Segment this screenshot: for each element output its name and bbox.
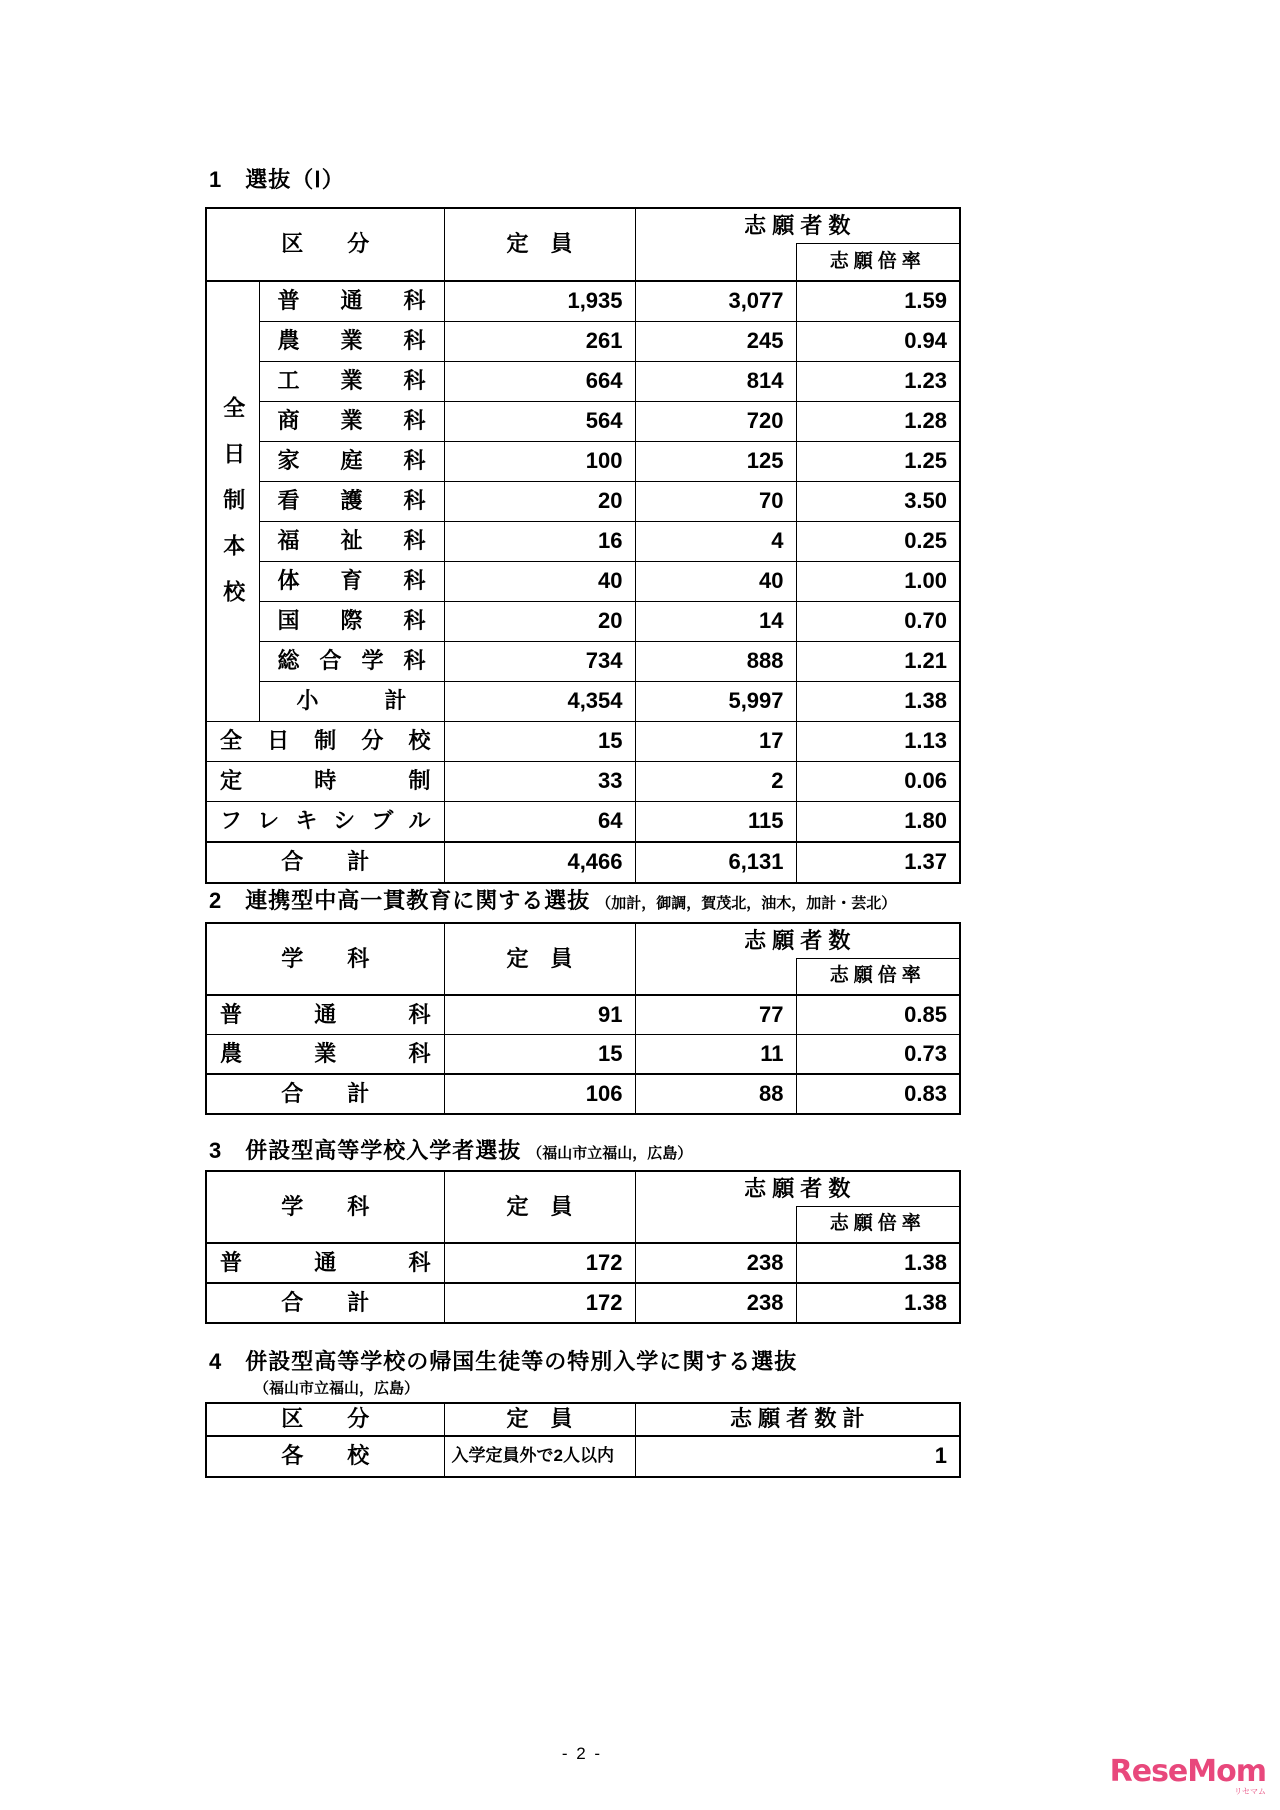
cell-capacity: 664 xyxy=(444,362,635,402)
col-header-ratio: 志願倍率 xyxy=(796,244,960,282)
cell-label: 普通科 xyxy=(206,995,444,1035)
cell-capacity: 106 xyxy=(444,1074,635,1114)
col-header-applicants: 志 願 者 数 xyxy=(635,923,960,959)
cell-ratio: 1.59 xyxy=(796,281,960,322)
cell-label: 合 計 xyxy=(206,842,444,883)
section1-title xyxy=(209,163,345,194)
table-row xyxy=(206,322,960,362)
cell-applicants: 77 xyxy=(635,995,796,1035)
cell-ratio: 1.37 xyxy=(796,842,960,883)
cell-label: 農業科 xyxy=(259,322,444,362)
cell-ratio: 1.25 xyxy=(796,442,960,482)
col-header-category: 区 分 xyxy=(206,208,444,281)
table-row xyxy=(206,602,960,642)
cell-label: 総合学科 xyxy=(259,642,444,682)
cell-applicants: 814 xyxy=(635,362,796,402)
cell-label: 合 計 xyxy=(206,1283,444,1323)
page-number: - 2 - xyxy=(561,1744,603,1763)
resemom-logo: ReseMom xyxy=(1109,1754,1266,1789)
col-header-capacity: 定 員 xyxy=(444,923,635,995)
cell-capacity: 734 xyxy=(444,642,635,682)
table-row xyxy=(206,562,960,602)
cell-capacity: 15 xyxy=(444,722,635,762)
col-header-capacity: 定 員 xyxy=(444,208,635,281)
cell-applicants: 238 xyxy=(635,1283,796,1323)
section3-title xyxy=(209,1134,692,1165)
cell-label: 福祉科 xyxy=(259,522,444,562)
table-header-row xyxy=(206,1403,960,1436)
cell-capacity: 261 xyxy=(444,322,635,362)
cell-applicants: 14 xyxy=(635,602,796,642)
table-row xyxy=(206,995,960,1035)
cell-ratio: 0.25 xyxy=(796,522,960,562)
cell-label: 各 校 xyxy=(206,1436,444,1477)
table-row xyxy=(206,281,960,322)
section3-title-note: （福山市立福山，広島） xyxy=(527,1145,693,1162)
cell-applicants: 17 xyxy=(635,722,796,762)
cell-label: 小 計 xyxy=(259,682,444,722)
cell-applicants: 40 xyxy=(635,562,796,602)
cell-label: 商業科 xyxy=(259,402,444,442)
cell-capacity: 4,466 xyxy=(444,842,635,883)
cell-applicants: 245 xyxy=(635,322,796,362)
cell-applicants: 3,077 xyxy=(635,281,796,322)
cell-label: 普通科 xyxy=(206,1243,444,1283)
group-cell-full-time-main-school xyxy=(206,281,259,722)
col-header-category: 学 科 xyxy=(206,923,444,995)
section4-title-note: （福山市立福山，広島） xyxy=(254,1380,420,1397)
cell-label: 国際科 xyxy=(259,602,444,642)
section2-title-text: 2 連携型中高一貫教育に関する選抜 xyxy=(209,888,591,913)
cell-ratio: 0.06 xyxy=(796,762,960,802)
table-header-row xyxy=(206,208,960,244)
cell-ratio: 1.38 xyxy=(796,682,960,722)
cell-applicants: 11 xyxy=(635,1035,796,1075)
cell-capacity: 172 xyxy=(444,1283,635,1323)
cell-applicants: 888 xyxy=(635,642,796,682)
cell-capacity: 20 xyxy=(444,602,635,642)
cell-applicants: 70 xyxy=(635,482,796,522)
cell-capacity: 564 xyxy=(444,402,635,442)
selection2-table xyxy=(205,922,961,1115)
cell-ratio: 0.85 xyxy=(796,995,960,1035)
cell-label: 定時制 xyxy=(206,762,444,802)
total-row xyxy=(206,842,960,883)
selection3-table xyxy=(205,1170,961,1324)
subtotal-row xyxy=(206,682,960,722)
table-row xyxy=(206,1436,960,1477)
resemom-watermark xyxy=(1109,1754,1266,1796)
cell-capacity: 16 xyxy=(444,522,635,562)
cell-applicants: 4 xyxy=(635,522,796,562)
cell-capacity: 33 xyxy=(444,762,635,802)
cell-ratio: 1.28 xyxy=(796,402,960,442)
cell-capacity: 40 xyxy=(444,562,635,602)
section1-title-text: 1 選抜（Ⅰ） xyxy=(209,167,345,192)
col-header-applicants-spacer xyxy=(635,1207,796,1244)
cell-applicant-total: 1 xyxy=(635,1436,960,1477)
cell-applicants: 238 xyxy=(635,1243,796,1283)
col-header-applicants: 志 願 者 数 xyxy=(635,208,960,244)
cell-ratio: 1.80 xyxy=(796,802,960,843)
col-header-applicants: 志 願 者 数 xyxy=(635,1171,960,1207)
cell-capacity: 100 xyxy=(444,442,635,482)
table-row xyxy=(206,402,960,442)
group-label: 全日制本校 xyxy=(220,395,246,626)
table-header-row xyxy=(206,1171,960,1207)
table-row xyxy=(206,722,960,762)
cell-applicants: 6,131 xyxy=(635,842,796,883)
col-header-applicants-spacer xyxy=(635,959,796,996)
section4-title-text: 4 併設型高等学校の帰国生徒等の特別入学に関する選抜 xyxy=(209,1349,798,1374)
cell-capacity-note: 入学定員外で2人以内 xyxy=(444,1436,635,1477)
cell-capacity: 172 xyxy=(444,1243,635,1283)
cell-applicants: 115 xyxy=(635,802,796,843)
col-header-applicants-spacer xyxy=(635,244,796,282)
cell-ratio: 1.21 xyxy=(796,642,960,682)
cell-applicants: 720 xyxy=(635,402,796,442)
table-row xyxy=(206,1243,960,1283)
cell-label: 工業科 xyxy=(259,362,444,402)
col-header-category: 学 科 xyxy=(206,1171,444,1243)
cell-ratio: 0.94 xyxy=(796,322,960,362)
col-header-ratio: 志願倍率 xyxy=(796,959,960,996)
cell-applicants: 5,997 xyxy=(635,682,796,722)
cell-capacity: 91 xyxy=(444,995,635,1035)
cell-ratio: 0.83 xyxy=(796,1074,960,1114)
selection1-table xyxy=(205,207,961,884)
col-header-applicant-total: 志 願 者 数 計 xyxy=(635,1403,960,1436)
table-row xyxy=(206,362,960,402)
cell-label: フレキシブル xyxy=(206,802,444,843)
cell-capacity: 20 xyxy=(444,482,635,522)
cell-label: 合 計 xyxy=(206,1074,444,1114)
cell-ratio: 3.50 xyxy=(796,482,960,522)
cell-label: 農業科 xyxy=(206,1035,444,1075)
cell-ratio: 0.70 xyxy=(796,602,960,642)
cell-label: 普通科 xyxy=(259,281,444,322)
section4-title xyxy=(209,1345,797,1376)
section2-title-note: （加計，御調，賀茂北，油木，加計・芸北） xyxy=(596,895,897,912)
section3-title-text: 3 併設型高等学校入学者選抜 xyxy=(209,1138,522,1163)
cell-ratio: 1.13 xyxy=(796,722,960,762)
cell-applicants: 2 xyxy=(635,762,796,802)
cell-label: 全日制分校 xyxy=(206,722,444,762)
table-row xyxy=(206,482,960,522)
resemom-logo-subtext: リセマム xyxy=(1234,1787,1266,1796)
table-row xyxy=(206,802,960,843)
col-header-ratio: 志願倍率 xyxy=(796,1207,960,1244)
cell-capacity: 15 xyxy=(444,1035,635,1075)
col-header-capacity: 定 員 xyxy=(444,1403,635,1436)
col-header-capacity: 定 員 xyxy=(444,1171,635,1243)
total-row xyxy=(206,1074,960,1114)
table-row xyxy=(206,522,960,562)
table-row xyxy=(206,762,960,802)
cell-capacity: 64 xyxy=(444,802,635,843)
cell-applicants: 125 xyxy=(635,442,796,482)
cell-ratio: 0.73 xyxy=(796,1035,960,1075)
cell-ratio: 1.23 xyxy=(796,362,960,402)
cell-label: 家庭科 xyxy=(259,442,444,482)
table-header-row xyxy=(206,923,960,959)
cell-ratio: 1.00 xyxy=(796,562,960,602)
cell-ratio: 1.38 xyxy=(796,1283,960,1323)
cell-capacity: 4,354 xyxy=(444,682,635,722)
col-header-category: 区 分 xyxy=(206,1403,444,1436)
table-row xyxy=(206,442,960,482)
cell-ratio: 1.38 xyxy=(796,1243,960,1283)
table-row xyxy=(206,1035,960,1075)
table-row xyxy=(206,642,960,682)
cell-label: 体育科 xyxy=(259,562,444,602)
cell-capacity: 1,935 xyxy=(444,281,635,322)
section2-title xyxy=(209,884,896,915)
cell-applicants: 88 xyxy=(635,1074,796,1114)
selection4-table xyxy=(205,1402,961,1478)
cell-label: 看護科 xyxy=(259,482,444,522)
total-row xyxy=(206,1283,960,1323)
